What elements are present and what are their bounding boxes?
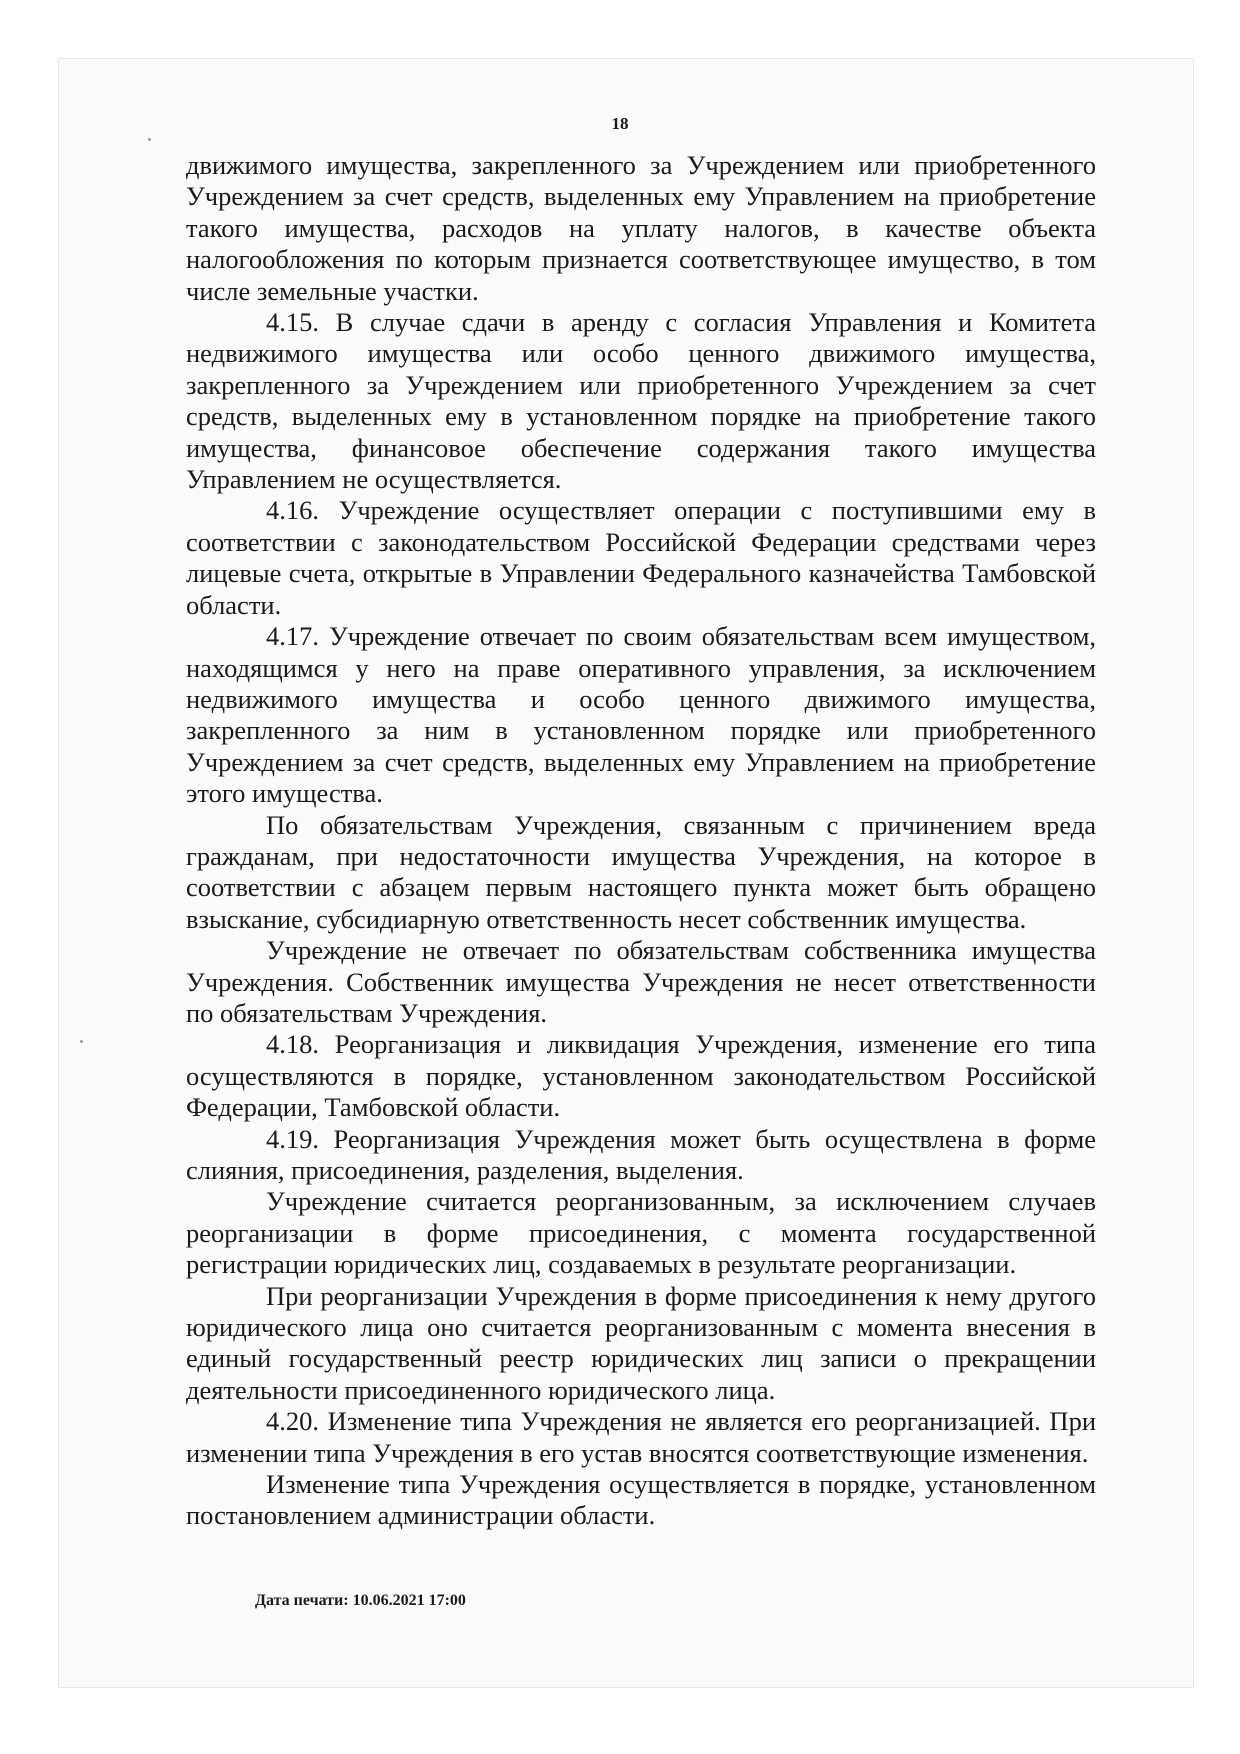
page-number: 18 — [611, 114, 629, 133]
print-date-footer: Дата печати: 10.06.2021 17:00 — [255, 1592, 466, 1609]
paragraph-4-18: 4.18. Реорганизация и ликвидация Учреждения, изменение его типа осуществляются в порядке, установленном законодательством Российской Федерации, Тамбовской области. — [186, 1029, 1096, 1123]
document-body — [186, 150, 1096, 1532]
paragraph-4-17-owner: Учреждение не отвечает по обязательствам собственника имущества Учреждения. Собственник имущества Учреждения не несет ответственности по обязательствам Учреждения. — [186, 935, 1096, 1028]
paragraph-4-16: 4.16. Учреждение осуществляет операции с поступившими ему в соответствии с законодательством Российской Федерации средствами через лицевые счета, открытые в Управлении Федерального казначейства Тамбовской области. — [186, 495, 1096, 620]
paragraph-4-19: 4.19. Реорганизация Учреждения может быть осуществлена в форме слияния, присоединения, разделения, выделения. — [186, 1123, 1096, 1185]
paragraph-4-15: 4.15. В случае сдачи в аренду с согласия Управления и Комитета недвижимого имущества или особо ценного движимого имущества, закрепленного за Учреждением или приобретенного Учреждением за счет средств, выделенных ему в установленном порядке на приобретение такого имущества, финансовое обеспечение содержания такого имущества Управлением не осуществляется. — [186, 307, 1096, 495]
scan-speck — [80, 1040, 83, 1043]
paragraph-4-20: 4.20. Изменение типа Учреждения не является его реорганизацией. При изменении типа Учреждения в его устав вносятся соответствующие изменения. — [186, 1406, 1096, 1468]
scan-speck — [148, 138, 151, 141]
paragraph-4-19-merger: При реорганизации Учреждения в форме присоединения к нему другого юридического лица оно считается реорганизованным с момента внесения в единый государственный реестр юридических лиц записи о прекращении деятельности присоединенного юридического лица. — [186, 1280, 1096, 1405]
paragraph-4-17-liability: По обязательствам Учреждения, связанным с причинением вреда гражданам, при недостаточности имущества Учреждения, на которое в соответствии с абзацем первым настоящего пункта может быть обращено взыскание, субсидиарную ответственность несет собственник имущества. — [186, 809, 1096, 934]
paragraph-4-17: 4.17. Учреждение отвечает по своим обязательствам всем имуществом, находящимся у него на праве оперативного управления, за исключением недвижимого имущества и особо ценного движимого имущества, закрепленного за ним в установленном порядке или приобретенного Учреждением за счет средств, выделенных ему Управлением на приобретение этого имущества. — [186, 621, 1096, 809]
paragraph-4-19-reorganized: Учреждение считается реорганизованным, за исключением случаев реорганизации в форме присоединения, с момента государственной регистрации юридических лиц, создаваемых в результате реорганизации. — [186, 1186, 1096, 1280]
paragraph-continuation: движимого имущества, закрепленного за Учреждением или приобретенного Учреждением за счет средств, выделенных ему Управлением на приобретение такого имущества, расходов на уплату налогов, в качестве объекта налогообложения по которым признается соответствующее имущество, в том числе земельные участки. — [186, 150, 1096, 306]
paragraph-4-20-procedure: Изменение типа Учреждения осуществляется в порядке, установленном постановлением администрации области. — [186, 1469, 1096, 1531]
